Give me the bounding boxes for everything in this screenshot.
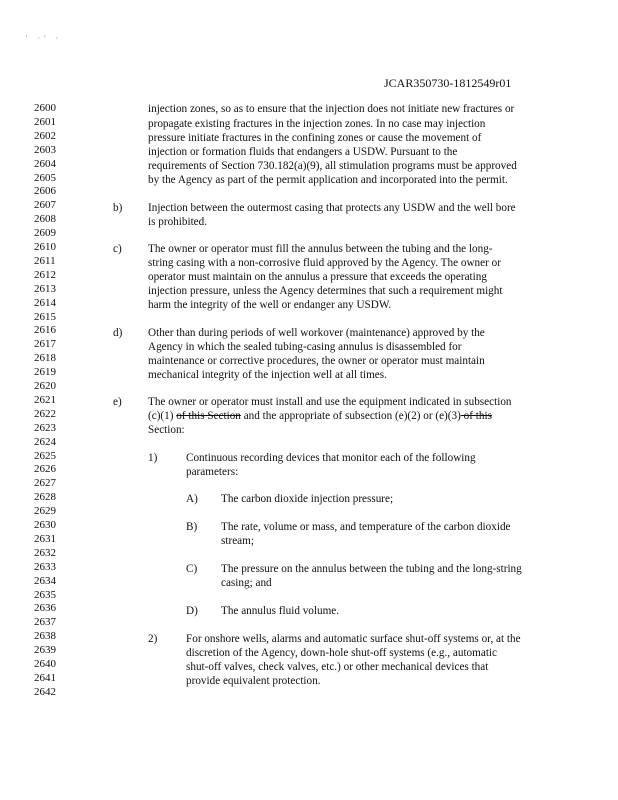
- line-number: 2617: [34, 338, 56, 351]
- item-C-text: The pressure on the annulus between the tubing and the long-string: [221, 563, 522, 575]
- line-number: 2642: [34, 685, 56, 698]
- line-number: 2607: [34, 199, 56, 212]
- item-A-label: A): [186, 493, 198, 505]
- line-number: 2610: [34, 241, 56, 253]
- scan-specks: ' ·' ·: [26, 34, 63, 43]
- line-number: 2615: [34, 310, 56, 323]
- subsection-e-text: The owner or operator must install and use the equipment indicated in subsection: [148, 396, 512, 408]
- line-number: 2640: [34, 658, 56, 670]
- line-number: 2622: [34, 407, 56, 420]
- line-number: 2618: [34, 352, 56, 365]
- intro-line: propagate existing fractures in the injection zones. In no case may injection: [148, 118, 486, 130]
- subsection-c-text: harm the integrity of the well or endanger any USDW.: [148, 299, 392, 311]
- intro-line: requirements of Section 730.182(a)(9), all stimulation programs must be approved: [148, 160, 517, 172]
- line-number: 2600: [34, 102, 56, 114]
- line-number: 2636: [34, 602, 56, 615]
- line-number: 2633: [34, 560, 56, 573]
- subsection-c-text: The owner or operator must fill the annulus between the tubing and the long-: [148, 243, 493, 255]
- line-number: 2602: [34, 129, 56, 142]
- intro-line: injection or formation fluids that endangers a USDW. Pursuant to the: [148, 146, 458, 158]
- item-C-label: C): [186, 563, 198, 575]
- line-number: 2639: [34, 644, 56, 657]
- line-number: 2613: [34, 282, 56, 295]
- line-number: 2621: [34, 393, 56, 406]
- line-number: 2638: [34, 630, 56, 643]
- line-number: 2630: [34, 519, 56, 531]
- line-number: 2619: [34, 366, 56, 379]
- item-2-label: 2): [148, 633, 158, 645]
- line-number: 2604: [34, 157, 56, 170]
- item-B-text: The rate, volume or mass, and temperature of the carbon dioxide: [221, 521, 511, 533]
- item-2-text: shut-off valves, check valves, etc.) or other mechanical devices that: [186, 661, 489, 673]
- item-2-text: For onshore wells, alarms and automatic surface shut-off systems or, at the: [186, 633, 521, 645]
- subsection-e-text: [148, 410, 492, 422]
- line-number: 2634: [34, 574, 56, 587]
- item-1-text: parameters:: [186, 466, 239, 478]
- subsection-b-text: Injection between the outermost casing that protects any USDW and the well bore: [148, 202, 516, 214]
- line-number: 2606: [34, 185, 56, 198]
- subsection-e-label: e): [113, 396, 122, 408]
- line-number: 2628: [34, 491, 56, 504]
- subsection-d-text: Other than during periods of well workover (maintenance) approved by the: [148, 327, 485, 339]
- line-number: 2611: [34, 254, 56, 267]
- item-1-label: 1): [148, 452, 158, 464]
- item-2-text: discretion of the Agency, down-hole shut-off systems (e.g., automatic: [186, 647, 498, 659]
- struck-text: of this: [460, 410, 492, 422]
- line-number: 2631: [34, 532, 56, 545]
- line-number: 2601: [34, 115, 56, 128]
- document-id: JCAR350730-1812549r01: [384, 76, 512, 90]
- line-number: 2629: [34, 505, 56, 518]
- item-D-label: D): [186, 605, 198, 617]
- item-1-text: Continuous recording devices that monitor each of the following: [186, 452, 476, 464]
- item-D-text: The annulus fluid volume.: [221, 605, 340, 617]
- line-number: 2614: [34, 296, 56, 309]
- line-number: 2620: [34, 380, 56, 392]
- subsection-c-text: operator must maintain on the annulus a pressure that exceeds the operating: [148, 271, 487, 283]
- subsection-b-text: is prohibited.: [148, 216, 208, 228]
- text-run: (c)(1): [148, 410, 177, 422]
- subsection-b-label: b): [113, 202, 123, 214]
- item-C-text: casing; and: [221, 577, 272, 589]
- item-B-text: stream;: [221, 535, 254, 547]
- subsection-c-text: string casing with a non-corrosive fluid approved by the Agency. The owner or: [148, 257, 501, 269]
- line-number: 2612: [34, 268, 56, 281]
- line-number: 2641: [34, 671, 56, 684]
- subsection-c-label: c): [113, 243, 122, 255]
- line-number: 2635: [34, 588, 56, 601]
- subsection-d-text: Agency in which the sealed tubing-casing annulus is disassembled for: [148, 341, 462, 353]
- line-number: 2603: [34, 143, 56, 156]
- subsection-e-text: Section:: [148, 424, 185, 436]
- line-number: 2626: [34, 463, 56, 476]
- item-A-text: The carbon dioxide injection pressure;: [221, 493, 394, 505]
- line-number: 2609: [34, 227, 56, 240]
- line-number: 2632: [34, 546, 56, 559]
- subsection-c-text: injection pressure, unless the Agency determines that such a requirement might: [148, 285, 503, 297]
- line-number: 2608: [34, 213, 56, 226]
- line-number: 2605: [34, 171, 56, 184]
- subsection-d-text: mechanical integrity of the injection well at all times.: [148, 369, 387, 381]
- line-number: 2625: [34, 449, 56, 462]
- line-number: 2624: [34, 435, 56, 448]
- struck-text: of this Section: [176, 410, 241, 422]
- line-number: 2627: [34, 477, 56, 490]
- line-number: 2623: [34, 421, 56, 434]
- text-run: and the appropriate of subsection (e)(2) or (e)(3): [240, 410, 461, 422]
- item-2-text: provide equivalent protection.: [186, 675, 321, 687]
- intro-line: pressure initiate fractures in the confining zones or cause the movement of: [148, 132, 482, 144]
- intro-line: injection zones, so as to ensure that the injection does not initiate new fractures or: [148, 103, 515, 115]
- subsection-d-text: maintenance or corrective procedures, the owner or operator must maintain: [148, 355, 485, 367]
- line-number: 2637: [34, 616, 56, 629]
- item-B-label: B): [186, 521, 198, 533]
- line-number: 2616: [34, 324, 56, 337]
- subsection-d-label: d): [113, 327, 123, 339]
- intro-line: by the Agency as part of the permit application and incorporated into the permit.: [148, 174, 508, 186]
